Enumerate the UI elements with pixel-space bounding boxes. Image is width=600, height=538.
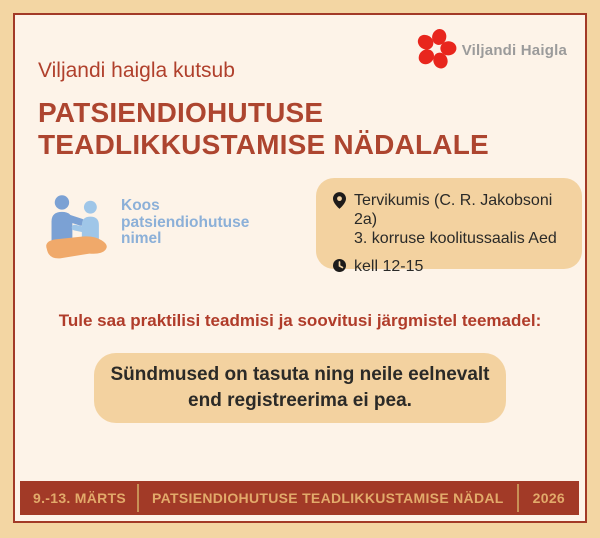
location-text	[354, 191, 574, 248]
footer-bar	[20, 481, 579, 515]
note-line1: Sündmused on tasuta ning neile eelnevalt	[110, 364, 490, 385]
location-line1: Tervikumis (C. R. Jakobsoni 2a)	[354, 192, 553, 228]
location-row	[333, 191, 574, 248]
footer-label: PATSIENDIOHUTUSE TEADLIKKUSTAMISE NÄDAL	[152, 490, 504, 506]
card	[13, 13, 587, 523]
flower-icon	[415, 27, 457, 74]
location-line2: 3. korruse koolitussaalis Aed	[354, 230, 557, 247]
brand-name: Viljandi Haigla	[461, 42, 567, 59]
people-hand-icon	[43, 191, 115, 270]
campaign-line3: nimel	[121, 230, 162, 247]
footer-dates: 9.-13. MÄRTS	[33, 490, 127, 506]
campaign-logo	[43, 191, 249, 270]
location-pin-icon	[333, 192, 346, 214]
lead-text: Tule saa praktilisi teadmisi ja soovitusi järgmistel teemadel:	[58, 311, 542, 330]
footer-year: 2026	[532, 490, 565, 506]
campaign-line2: patsiendiohutuse	[121, 213, 250, 231]
event-info-panel	[316, 178, 582, 275]
note-line2: end registreerima ei pea.	[188, 390, 412, 411]
time-text: kell 12-15	[354, 258, 424, 275]
title-line2: TEADLIKKUSTAMISE NÄDALALE	[38, 129, 489, 160]
clock-icon	[333, 259, 346, 277]
campaign-text	[121, 198, 249, 248]
title-line1: PATSIENDIOHUTUSE	[38, 97, 324, 128]
note-box	[94, 353, 506, 423]
time-row	[333, 257, 574, 277]
brand-logo	[415, 27, 567, 74]
page-title	[38, 97, 565, 161]
campaign-line1: Koos	[121, 197, 160, 214]
kicker: Viljandi haigla kutsub	[38, 59, 235, 82]
